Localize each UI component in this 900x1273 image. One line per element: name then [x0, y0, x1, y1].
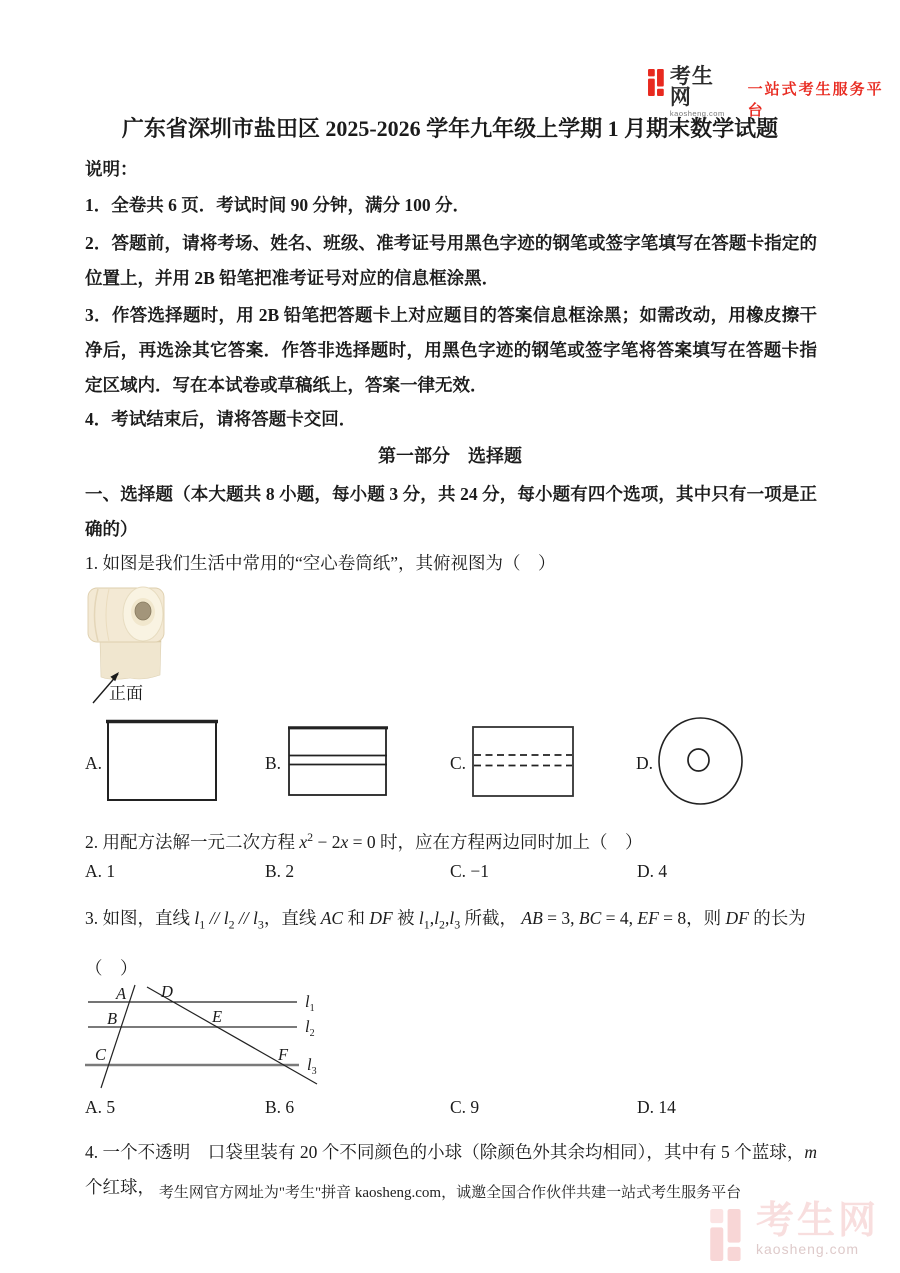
q1-option-letter-a: A.: [85, 753, 103, 773]
q3-answer-paren: （ ）: [85, 958, 138, 978]
q1-options: [0, 713, 900, 809]
watermark-text: [756, 1200, 880, 1257]
q1-roll-figure: [85, 582, 195, 714]
brand-tagline: 一站式考生服务平台: [747, 81, 884, 119]
point-label-e: E: [212, 1007, 223, 1026]
q3-options: [0, 1097, 900, 1125]
q1-option-figure-a: [106, 719, 218, 803]
line-label-l1: $l_1$: [305, 992, 315, 1014]
note-item-2: 2．答题前，请将考场、姓名、班级、准考证号用黑色字迹的钢笔或签字笔填写在答题卡指定的位置上，并用 2B 铅笔把准考证号对应的信息框涂黑．: [85, 233, 817, 288]
q1-option-figure-b: [288, 726, 388, 797]
q2-stem: 2. 用配方法解一元二次方程 $x^2 - 2x = 0$ 时，应在方程两边同时加上（ ）: [85, 830, 643, 852]
point-label-a: A: [116, 984, 127, 1003]
watermark-brand-name: 考生网: [756, 1200, 880, 1242]
roll-hole: [135, 602, 151, 620]
watermark: [706, 1200, 880, 1261]
q3-option-c: C. 9: [450, 1097, 480, 1117]
q4-stem: 4. 一个不透明 口袋里装有 20 个不同颜色的小球（除颜色外其余均相同），其中有 5 个蓝球，m 个红球，: [85, 1142, 817, 1197]
q1-option-figure-c: [472, 726, 574, 797]
q2-option-a: A. 1: [85, 861, 116, 881]
q2-option-d: D. 4: [637, 861, 668, 881]
roll-sheet: [100, 640, 161, 679]
brand-logo-icon: [648, 69, 665, 96]
note-item-3: 3．作答选择题时，用 2B 铅笔把答题卡上对应题目的答案信息框涂黑；如需改动，用橡皮擦干净后，再选涂其它答案．作答非选择题时，用黑色字迹的钢笔或签字笔将答案填写在答题卡指定区域内．写在本试卷或草稿纸上，答案一律无效．: [85, 305, 817, 395]
point-label-d: D: [161, 982, 173, 1001]
q3-option-a: A. 5: [85, 1097, 116, 1117]
q3-option-d: D. 14: [637, 1097, 676, 1117]
line-label-l2: $l_2$: [305, 1017, 315, 1039]
footer-text: 考生网官方网址为"考生"拼音 kaosheng.com，诚邀全国合作伙伴共建一站式考生服务平台: [158, 1185, 742, 1201]
brand-domain: kaosheng.com: [669, 109, 725, 118]
q3-option-b: B. 6: [265, 1097, 295, 1117]
line-label-l3: $l_3$: [307, 1055, 317, 1077]
q1-option-letter-d: D.: [636, 753, 654, 773]
brand-name: 考生网: [669, 65, 714, 109]
section-subheading: 一、选择题（本大题共 8 小题，每小题 3 分，共 24 分，每小题有四个选项，其中只有一项是正确的）: [85, 484, 817, 539]
page-title: 广东省深圳市盐田区 2025-2026 学年九年级上学期 1 月期末数学试题: [121, 116, 779, 141]
brand-text: [670, 66, 736, 118]
q2-option-b: B. 2: [265, 861, 295, 881]
note-item-1: 1．全卷共 6 页．考试时间 90 分钟，满分 100 分．: [85, 195, 470, 215]
q1-option-figure-d: [657, 716, 745, 806]
point-label-f: F: [278, 1045, 289, 1064]
q1-option-letter-c: C.: [450, 753, 467, 773]
q3-stem: 3. 如图，直线 $l_1 // l_2 // l_3$，直线 AC 和 DF 被 $l_1,l_2,l_3$ 所截， AB = 3, BC = 4, EF = 8，则 DF 的长为: [85, 908, 806, 932]
q1-stem: 1. 如图是我们生活中常用的“空心卷筒纸”，其俯视图为（ ）: [85, 553, 556, 573]
q2-options: [0, 861, 900, 889]
section-heading: 第一部分 选择题: [378, 446, 522, 466]
q2-option-c: C. −1: [450, 861, 490, 881]
watermark-brand-domain: kaosheng.com: [756, 1241, 860, 1257]
point-label-b: B: [107, 1009, 118, 1028]
q1-figure-caption: 正面: [109, 684, 143, 703]
notes-label: 说明：: [85, 159, 138, 179]
q3-parallel-lines-figure: [85, 980, 345, 1094]
watermark-logo-icon: [706, 1209, 747, 1261]
point-label-c: C: [95, 1045, 107, 1064]
q3-figure-svg: [85, 980, 345, 1094]
q1-option-letter-b: B.: [265, 753, 282, 773]
note-item-4: 4．考试结束后，请将答题卡交回．: [85, 409, 357, 429]
